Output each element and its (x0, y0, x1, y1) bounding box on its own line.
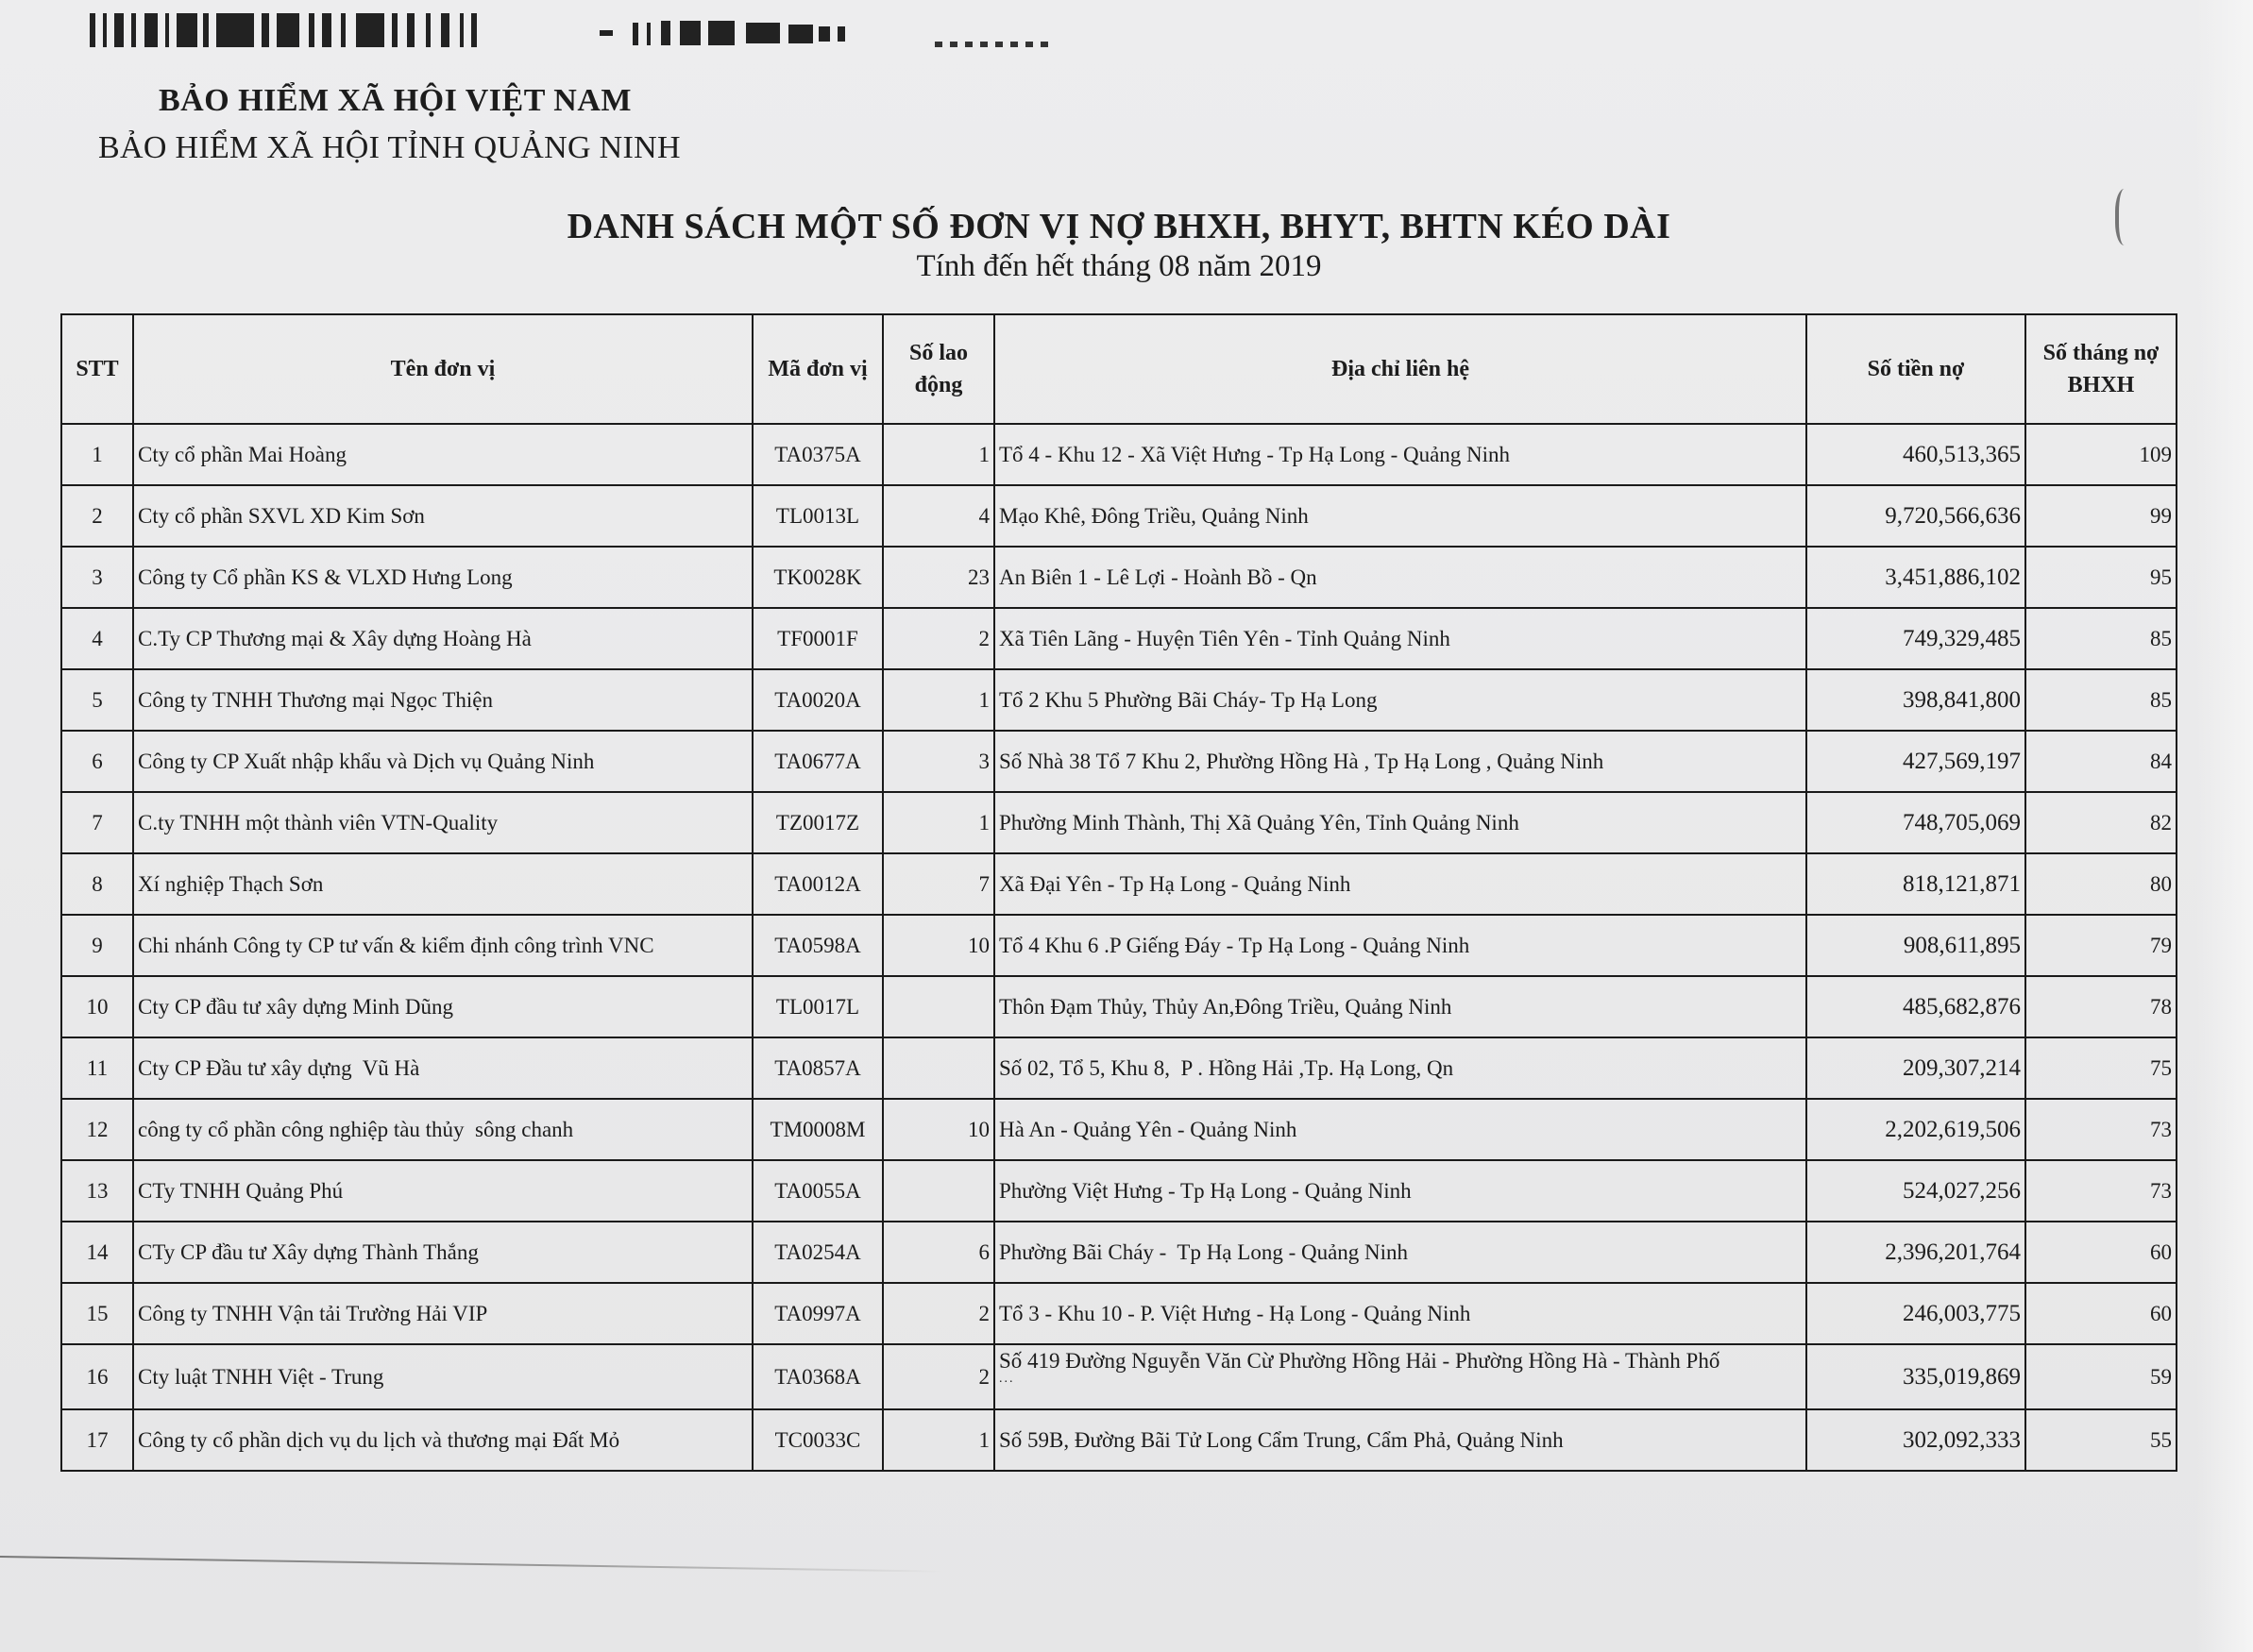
cell-debt-months: 85 (2025, 669, 2177, 731)
cell-stt: 17 (61, 1409, 133, 1471)
table-row (61, 853, 2177, 915)
cell-debt-amount: 908,611,895 (1806, 915, 2025, 976)
cell-debt-amount: 524,027,256 (1806, 1160, 2025, 1222)
cell-labor-count: 6 (883, 1222, 994, 1283)
cell-unit-code: TA0020A (753, 669, 883, 731)
document-subtitle: Tính đến hết tháng 08 năm 2019 (916, 249, 1322, 283)
cell-unit-code: TA0677A (753, 731, 883, 792)
cell-unit-code: TA0368A (753, 1344, 883, 1409)
cell-stt: 11 (61, 1037, 133, 1099)
table-row (61, 1409, 2177, 1471)
cell-unit-name: Xí nghiệp Thạch Sơn (133, 853, 753, 915)
cell-labor-count: 23 (883, 547, 994, 608)
cell-stt: 10 (61, 976, 133, 1037)
cell-stt: 15 (61, 1283, 133, 1344)
cell-labor-count: 2 (883, 1283, 994, 1344)
cell-unit-code: TL0013L (753, 485, 883, 547)
table-row (61, 731, 2177, 792)
table-row (61, 1037, 2177, 1099)
cell-debt-months: 73 (2025, 1099, 2177, 1160)
cell-debt-months: 73 (2025, 1160, 2177, 1222)
cell-stt: 5 (61, 669, 133, 731)
cell-debt-months: 85 (2025, 608, 2177, 669)
cell-stt: 7 (61, 792, 133, 853)
cell-address: Phường Minh Thành, Thị Xã Quảng Yên, Tỉnh Quảng Ninh (994, 792, 1806, 853)
cell-debt-amount: 427,569,197 (1806, 731, 2025, 792)
header-unit-name: Tên đơn vị (133, 314, 753, 424)
cell-labor-count: 10 (883, 1099, 994, 1160)
cell-stt: 3 (61, 547, 133, 608)
cell-stt: 8 (61, 853, 133, 915)
cell-labor-count: 1 (883, 792, 994, 853)
cell-stt: 1 (61, 424, 133, 485)
cell-unit-name: Chi nhánh Công ty CP tư vấn & kiểm định công trình VNC (133, 915, 753, 976)
cell-address: An Biên 1 - Lê Lợi - Hoành Bồ - Qn (994, 547, 1806, 608)
cell-address: Số 59B, Đường Bãi Tử Long Cẩm Trung, Cẩm Phả, Quảng Ninh (994, 1409, 1806, 1471)
cell-stt: 6 (61, 731, 133, 792)
header-debt-months: Số tháng nợ BHXH (2025, 314, 2177, 424)
cell-labor-count: 1 (883, 669, 994, 731)
cell-unit-code: TZ0017Z (753, 792, 883, 853)
cell-stt: 16 (61, 1344, 133, 1409)
cell-debt-months: 78 (2025, 976, 2177, 1037)
cell-debt-amount: 460,513,365 (1806, 424, 2025, 485)
cell-debt-amount: 2,202,619,506 (1806, 1099, 2025, 1160)
cell-labor-count (883, 976, 994, 1037)
cell-stt: 4 (61, 608, 133, 669)
cell-debt-amount: 818,121,871 (1806, 853, 2025, 915)
cell-address: Mạo Khê, Đông Triều, Quảng Ninh (994, 485, 1806, 547)
cell-unit-code: TA0375A (753, 424, 883, 485)
cell-address: Xã Đại Yên - Tp Hạ Long - Quảng Ninh (994, 853, 1806, 915)
table-row (61, 1222, 2177, 1283)
cell-unit-code: TA0997A (753, 1283, 883, 1344)
header-labor-count: Số lao động (883, 314, 994, 424)
cell-debt-amount: 335,019,869 (1806, 1344, 2025, 1409)
cell-unit-name: Công ty Cổ phần KS & VLXD Hưng Long (133, 547, 753, 608)
cell-unit-name: Cty CP Đầu tư xây dựng Vũ Hà (133, 1037, 753, 1099)
table-row (61, 915, 2177, 976)
cell-address: Tổ 3 - Khu 10 - P. Việt Hưng - Hạ Long - Quảng Ninh (994, 1283, 1806, 1344)
cell-unit-name: Cty cổ phần SXVL XD Kim Sơn (133, 485, 753, 547)
cell-debt-amount: 302,092,333 (1806, 1409, 2025, 1471)
table-row (61, 1099, 2177, 1160)
org-branch-name: BẢO HIỂM XÃ HỘI TỈNH QUẢNG NINH (98, 130, 681, 165)
cell-unit-code: TA0857A (753, 1037, 883, 1099)
cell-unit-code: TL0017L (753, 976, 883, 1037)
cell-labor-count: 4 (883, 485, 994, 547)
cell-address: Phường Việt Hưng - Tp Hạ Long - Quảng Ninh (994, 1160, 1806, 1222)
cell-unit-name: C.Ty CP Thương mại & Xây dựng Hoàng Hà (133, 608, 753, 669)
cell-unit-code: TA0055A (753, 1160, 883, 1222)
cell-debt-months: 60 (2025, 1283, 2177, 1344)
cell-stt: 12 (61, 1099, 133, 1160)
cell-unit-code: TA0012A (753, 853, 883, 915)
cell-labor-count: 1 (883, 424, 994, 485)
table-header-row (61, 314, 2177, 424)
table-row (61, 1344, 2177, 1409)
cell-labor-count: 10 (883, 915, 994, 976)
cell-stt: 2 (61, 485, 133, 547)
cell-labor-count: 1 (883, 1409, 994, 1471)
cell-debt-amount: 748,705,069 (1806, 792, 2025, 853)
page-edge (2196, 0, 2253, 1652)
cell-debt-months: 80 (2025, 853, 2177, 915)
cell-unit-name: công ty cổ phần công nghiệp tàu thủy sông chanh (133, 1099, 753, 1160)
cell-debt-amount: 246,003,775 (1806, 1283, 2025, 1344)
org-name: BẢO HIỂM XÃ HỘI VIỆT NAM (159, 83, 632, 118)
cell-unit-code: TA0254A (753, 1222, 883, 1283)
table-row (61, 669, 2177, 731)
scan-edge-line (0, 1556, 944, 1573)
cell-stt: 14 (61, 1222, 133, 1283)
cell-address: Thôn Đạm Thủy, Thủy An,Đông Triều, Quảng Ninh (994, 976, 1806, 1037)
cell-address: Tổ 4 - Khu 12 - Xã Việt Hưng - Tp Hạ Long - Quảng Ninh (994, 424, 1806, 485)
cell-unit-code: TK0028K (753, 547, 883, 608)
cell-debt-amount: 2,396,201,764 (1806, 1222, 2025, 1283)
cell-address: Số Nhà 38 Tổ 7 Khu 2, Phường Hồng Hà , Tp Hạ Long , Quảng Ninh (994, 731, 1806, 792)
cell-address: Số 02, Tổ 5, Khu 8, P . Hồng Hải ,Tp. Hạ Long, Qn (994, 1037, 1806, 1099)
header-unit-code: Mã đơn vị (753, 314, 883, 424)
cell-address: Xã Tiên Lãng - Huyện Tiên Yên - Tỉnh Quảng Ninh (994, 608, 1806, 669)
debt-table (60, 313, 2177, 1472)
cell-unit-name: CTy CP đầu tư Xây dựng Thành Thắng (133, 1222, 753, 1283)
header-address: Địa chỉ liên hệ (994, 314, 1806, 424)
table-row (61, 792, 2177, 853)
cell-labor-count (883, 1160, 994, 1222)
cell-labor-count: 7 (883, 853, 994, 915)
cell-debt-amount: 749,329,485 (1806, 608, 2025, 669)
cell-debt-months: 60 (2025, 1222, 2177, 1283)
header-debt-amount: Số tiền nợ (1806, 314, 2025, 424)
cell-debt-months: 59 (2025, 1344, 2177, 1409)
cell-debt-months: 82 (2025, 792, 2177, 853)
scan-artifact-strip (90, 13, 1081, 53)
cell-labor-count: 2 (883, 608, 994, 669)
cell-debt-months: 84 (2025, 731, 2177, 792)
cell-unit-code: TA0598A (753, 915, 883, 976)
cell-unit-name: Công ty cổ phần dịch vụ du lịch và thương mại Đất Mỏ (133, 1409, 753, 1471)
cell-labor-count: 3 (883, 731, 994, 792)
cell-unit-name: Cty luật TNHH Việt - Trung (133, 1344, 753, 1409)
cell-unit-code: TF0001F (753, 608, 883, 669)
cell-address (994, 1344, 1806, 1409)
cell-address: Tổ 4 Khu 6 .P Giếng Đáy - Tp Hạ Long - Quảng Ninh (994, 915, 1806, 976)
cell-unit-code: TC0033C (753, 1409, 883, 1471)
cell-address-ellipsis: ... (999, 1372, 1015, 1386)
table-row (61, 485, 2177, 547)
cell-unit-name: Công ty TNHH Thương mại Ngọc Thiện (133, 669, 753, 731)
cell-debt-amount: 9,720,566,636 (1806, 485, 2025, 547)
table-row (61, 547, 2177, 608)
cell-labor-count (883, 1037, 994, 1099)
table-row (61, 976, 2177, 1037)
cell-unit-name: Công ty CP Xuất nhập khẩu và Dịch vụ Quảng Ninh (133, 731, 753, 792)
cell-debt-amount: 209,307,214 (1806, 1037, 2025, 1099)
cell-unit-name: C.ty TNHH một thành viên VTN-Quality (133, 792, 753, 853)
cell-stt: 9 (61, 915, 133, 976)
cell-address: Phường Bãi Cháy - Tp Hạ Long - Quảng Ninh (994, 1222, 1806, 1283)
cell-unit-name: Cty cổ phần Mai Hoàng (133, 424, 753, 485)
cell-debt-months: 79 (2025, 915, 2177, 976)
cell-address: Hà An - Quảng Yên - Quảng Ninh (994, 1099, 1806, 1160)
cell-debt-amount: 3,451,886,102 (1806, 547, 2025, 608)
cell-unit-name: Công ty TNHH Vận tải Trường Hải VIP (133, 1283, 753, 1344)
cell-debt-months: 55 (2025, 1409, 2177, 1471)
cell-stt: 13 (61, 1160, 133, 1222)
cell-debt-months: 75 (2025, 1037, 2177, 1099)
table-row (61, 424, 2177, 485)
cell-debt-months: 99 (2025, 485, 2177, 547)
document-title: DANH SÁCH MỘT SỐ ĐƠN VỊ NỢ BHXH, BHYT, BHTN KÉO DÀI (567, 207, 1671, 246)
cell-unit-name: CTy TNHH Quảng Phú (133, 1160, 753, 1222)
cell-unit-code: TM0008M (753, 1099, 883, 1160)
table-row (61, 1160, 2177, 1222)
cell-labor-count: 2 (883, 1344, 994, 1409)
cell-debt-amount: 485,682,876 (1806, 976, 2025, 1037)
cell-address: Tổ 2 Khu 5 Phường Bãi Cháy- Tp Hạ Long (994, 669, 1806, 731)
cell-debt-months: 95 (2025, 547, 2177, 608)
table-row (61, 608, 2177, 669)
pen-mark (2115, 189, 2138, 245)
table-row (61, 1283, 2177, 1344)
header-stt: STT (61, 314, 133, 424)
cell-address-text: Số 419 Đường Nguyễn Văn Cừ Phường Hồng Hải - Phường Hồng Hà - Thành Phố (999, 1349, 1720, 1373)
cell-debt-months: 109 (2025, 424, 2177, 485)
cell-debt-amount: 398,841,800 (1806, 669, 2025, 731)
cell-unit-name: Cty CP đầu tư xây dựng Minh Dũng (133, 976, 753, 1037)
